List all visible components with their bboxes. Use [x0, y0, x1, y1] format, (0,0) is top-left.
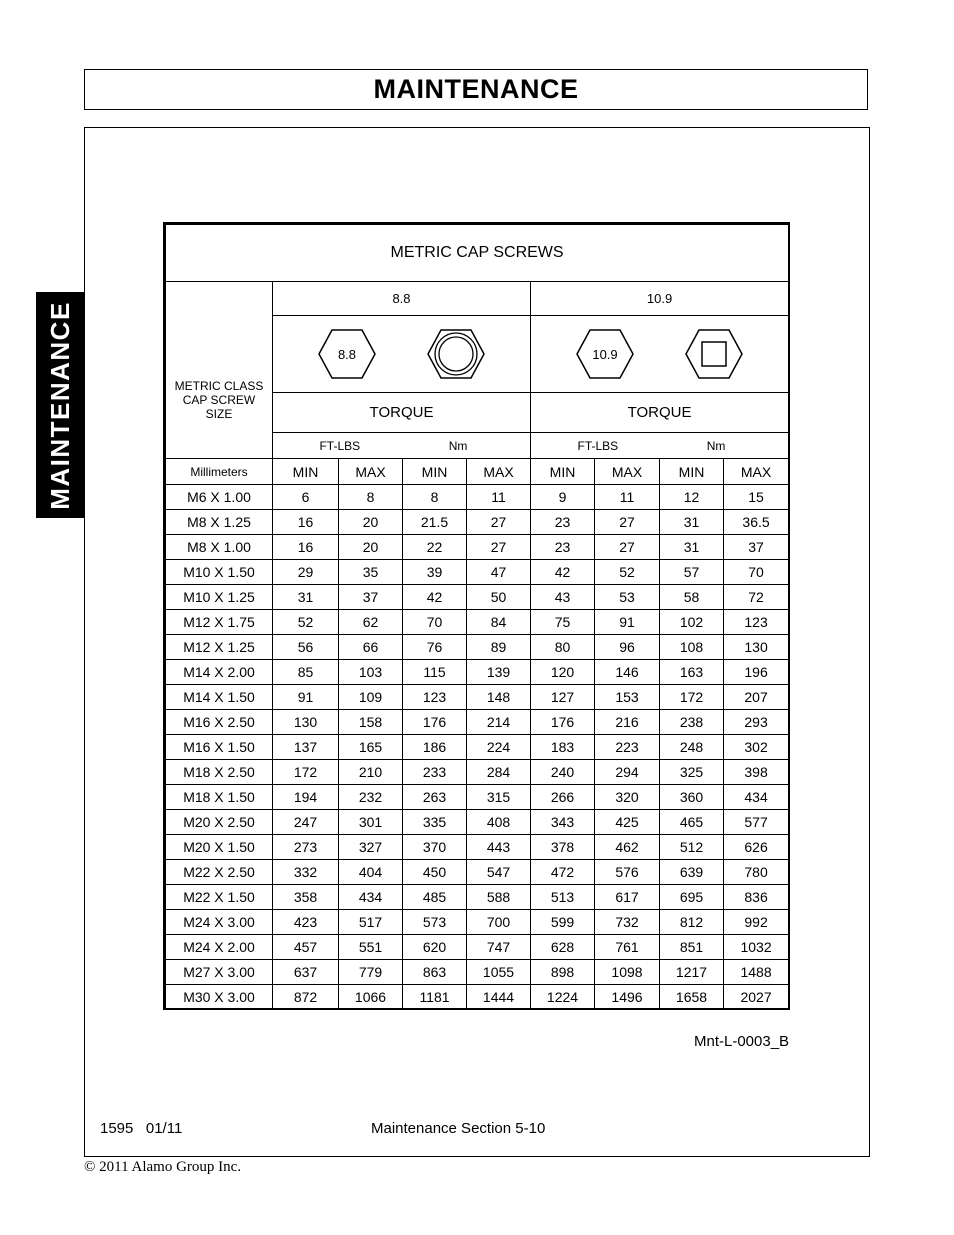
class-8-8-icon-text: 8.8 — [338, 347, 357, 362]
torque-value-cell: 404 — [339, 860, 403, 885]
torque-value-cell: 31 — [273, 585, 339, 610]
torque-value-cell: 700 — [467, 910, 531, 935]
torque-value-cell: 358 — [273, 885, 339, 910]
table-row — [166, 585, 789, 610]
table-row — [166, 510, 789, 535]
size-column-header: Millimeters — [166, 459, 273, 485]
hex-head-10-9-icon — [575, 327, 635, 381]
torque-value-cell: 266 — [531, 785, 595, 810]
torque-value-cell: 240 — [531, 760, 595, 785]
class-10-9-icons — [531, 316, 789, 393]
torque-value-cell: 1224 — [531, 985, 595, 1010]
torque-value-cell: 84 — [467, 610, 531, 635]
torque-value-cell: 1066 — [339, 985, 403, 1010]
torque-value-cell: 547 — [467, 860, 531, 885]
torque-value-cell: 872 — [273, 985, 339, 1010]
screw-size-cell: M10 X 1.25 — [166, 585, 273, 610]
torque-value-cell: 158 — [339, 710, 403, 735]
torque-value-cell: 8 — [403, 485, 467, 510]
torque-value-cell: 836 — [724, 885, 789, 910]
table-row — [166, 710, 789, 735]
screw-size-cell: M16 X 1.50 — [166, 735, 273, 760]
torque-value-cell: 2027 — [724, 985, 789, 1010]
torque-value-cell: 779 — [339, 960, 403, 985]
hex-head-8-8-icon — [317, 327, 377, 381]
screw-size-cell: M24 X 3.00 — [166, 910, 273, 935]
torque-value-cell: 214 — [467, 710, 531, 735]
torque-value-cell: 992 — [724, 910, 789, 935]
torque-value-cell: 378 — [531, 835, 595, 860]
torque-value-cell: 50 — [467, 585, 531, 610]
torque-value-cell: 450 — [403, 860, 467, 885]
screw-size-cell: M14 X 1.50 — [166, 685, 273, 710]
torque-value-cell: 37 — [724, 535, 789, 560]
torque-value-cell: 851 — [660, 935, 724, 960]
torque-value-cell: 398 — [724, 760, 789, 785]
section-side-tab — [36, 292, 85, 518]
torque-value-cell: 224 — [467, 735, 531, 760]
torque-value-cell: 232 — [339, 785, 403, 810]
torque-value-cell: 11 — [595, 485, 660, 510]
torque-value-cell: 102 — [660, 610, 724, 635]
torque-value-cell: 301 — [339, 810, 403, 835]
figure-reference: Mnt-L-0003_B — [694, 1033, 790, 1050]
unit-nm-8-8: Nm — [448, 438, 468, 453]
torque-value-cell: 1217 — [660, 960, 724, 985]
table-row — [166, 735, 789, 760]
torque-value-cell: 35 — [339, 560, 403, 585]
class-10-9-icon-text: 10.9 — [592, 347, 618, 362]
torque-value-cell: 130 — [724, 635, 789, 660]
torque-value-cell: 472 — [531, 860, 595, 885]
screw-size-cell: M12 X 1.75 — [166, 610, 273, 635]
torque-value-cell: 123 — [403, 685, 467, 710]
torque-value-cell: 443 — [467, 835, 531, 860]
table-row — [166, 610, 789, 635]
torque-value-cell: 320 — [595, 785, 660, 810]
screw-size-cell: M10 X 1.50 — [166, 560, 273, 585]
screw-size-cell: M22 X 2.50 — [166, 860, 273, 885]
torque-value-cell: 457 — [273, 935, 339, 960]
torque-value-cell: 512 — [660, 835, 724, 860]
table-row — [166, 635, 789, 660]
page-header — [84, 69, 868, 110]
col-header: MAX — [724, 459, 789, 485]
size-label: METRIC CLASS CAP SCREW SIZE — [174, 379, 264, 421]
torque-value-cell: 109 — [339, 685, 403, 710]
torque-value-cell: 47 — [467, 560, 531, 585]
torque-value-cell: 1658 — [660, 985, 724, 1010]
screw-size-cell: M8 X 1.25 — [166, 510, 273, 535]
torque-value-cell: 12 — [660, 485, 724, 510]
torque-value-cell: 53 — [595, 585, 660, 610]
screw-size-cell: M12 X 1.25 — [166, 635, 273, 660]
unit-ftlbs-10-9: FT-LBS — [577, 438, 619, 453]
class-8-8-header: 8.8 — [273, 282, 531, 316]
table-row — [166, 785, 789, 810]
torque-value-cell: 27 — [467, 510, 531, 535]
table-row — [166, 535, 789, 560]
torque-value-cell: 75 — [531, 610, 595, 635]
torque-value-cell: 176 — [531, 710, 595, 735]
torque-value-cell: 23 — [531, 535, 595, 560]
hex-head-square-icon — [684, 327, 744, 381]
torque-value-cell: 216 — [595, 710, 660, 735]
torque-value-cell: 76 — [403, 635, 467, 660]
torque-value-cell: 293 — [724, 710, 789, 735]
torque-value-cell: 23 — [531, 510, 595, 535]
torque-value-cell: 1181 — [403, 985, 467, 1010]
torque-value-cell: 302 — [724, 735, 789, 760]
torque-value-cell: 62 — [339, 610, 403, 635]
torque-value-cell: 434 — [724, 785, 789, 810]
hex-head-circle-icon — [426, 327, 486, 381]
torque-value-cell: 588 — [467, 885, 531, 910]
torque-value-cell: 137 — [273, 735, 339, 760]
torque-value-cell: 425 — [595, 810, 660, 835]
table-title: METRIC CAP SCREWS — [166, 225, 789, 282]
table-row — [166, 835, 789, 860]
torque-value-cell: 284 — [467, 760, 531, 785]
torque-value-cell: 747 — [467, 935, 531, 960]
screw-size-cell: M30 X 3.00 — [166, 985, 273, 1010]
torque-value-cell: 196 — [724, 660, 789, 685]
torque-value-cell: 1444 — [467, 985, 531, 1010]
screw-size-cell: M24 X 2.00 — [166, 935, 273, 960]
torque-value-cell: 27 — [467, 535, 531, 560]
units-8-8 — [273, 433, 531, 459]
torque-value-cell: 8 — [339, 485, 403, 510]
table-row — [166, 935, 789, 960]
col-header: MIN — [660, 459, 724, 485]
torque-value-cell: 16 — [273, 535, 339, 560]
torque-value-cell: 123 — [724, 610, 789, 635]
torque-value-cell: 863 — [403, 960, 467, 985]
col-header: MAX — [467, 459, 531, 485]
torque-value-cell: 85 — [273, 660, 339, 685]
torque-value-cell: 1496 — [595, 985, 660, 1010]
torque-value-cell: 695 — [660, 885, 724, 910]
torque-value-cell: 617 — [595, 885, 660, 910]
torque-value-cell: 812 — [660, 910, 724, 935]
torque-value-cell: 16 — [273, 510, 339, 535]
torque-value-cell: 248 — [660, 735, 724, 760]
torque-value-cell: 115 — [403, 660, 467, 685]
torque-value-cell: 207 — [724, 685, 789, 710]
torque-value-cell: 637 — [273, 960, 339, 985]
torque-value-cell: 273 — [273, 835, 339, 860]
torque-value-cell: 732 — [595, 910, 660, 935]
torque-value-cell: 153 — [595, 685, 660, 710]
table-row — [166, 910, 789, 935]
table-row — [166, 985, 789, 1010]
size-label-cell — [166, 282, 273, 459]
screw-size-cell: M22 X 1.50 — [166, 885, 273, 910]
torque-value-cell: 485 — [403, 885, 467, 910]
torque-value-cell: 57 — [660, 560, 724, 585]
torque-value-cell: 9 — [531, 485, 595, 510]
unit-nm-10-9: Nm — [706, 438, 726, 453]
col-header: MAX — [339, 459, 403, 485]
torque-value-cell: 315 — [467, 785, 531, 810]
torque-value-cell: 513 — [531, 885, 595, 910]
torque-value-cell: 517 — [339, 910, 403, 935]
units-10-9 — [531, 433, 789, 459]
torque-value-cell: 103 — [339, 660, 403, 685]
torque-value-cell: 27 — [595, 535, 660, 560]
torque-value-cell: 96 — [595, 635, 660, 660]
torque-value-cell: 1055 — [467, 960, 531, 985]
table-row — [166, 885, 789, 910]
torque-value-cell: 58 — [660, 585, 724, 610]
table-row — [166, 560, 789, 585]
torque-value-cell: 335 — [403, 810, 467, 835]
torque-value-cell: 91 — [595, 610, 660, 635]
torque-value-cell: 325 — [660, 760, 724, 785]
torque-chart — [163, 222, 790, 1010]
torque-value-cell: 577 — [724, 810, 789, 835]
torque-value-cell: 89 — [467, 635, 531, 660]
table-row — [166, 760, 789, 785]
torque-value-cell: 247 — [273, 810, 339, 835]
torque-value-cell: 70 — [724, 560, 789, 585]
screw-size-cell: M18 X 1.50 — [166, 785, 273, 810]
torque-value-cell: 66 — [339, 635, 403, 660]
torque-value-cell: 172 — [660, 685, 724, 710]
torque-8-8-header: TORQUE — [273, 393, 531, 433]
screw-size-cell: M20 X 1.50 — [166, 835, 273, 860]
screw-size-cell: M8 X 1.00 — [166, 535, 273, 560]
torque-value-cell: 29 — [273, 560, 339, 585]
torque-value-cell: 37 — [339, 585, 403, 610]
class-10-9-header: 10.9 — [531, 282, 789, 316]
torque-value-cell: 780 — [724, 860, 789, 885]
table-row — [166, 485, 789, 510]
torque-value-cell: 898 — [531, 960, 595, 985]
torque-value-cell: 31 — [660, 535, 724, 560]
torque-10-9-header: TORQUE — [531, 393, 789, 433]
torque-value-cell: 551 — [339, 935, 403, 960]
table-row — [166, 960, 789, 985]
torque-value-cell: 27 — [595, 510, 660, 535]
torque-value-cell: 127 — [531, 685, 595, 710]
torque-value-cell: 165 — [339, 735, 403, 760]
page-title: MAINTENANCE — [373, 74, 579, 104]
torque-value-cell: 620 — [403, 935, 467, 960]
torque-value-cell: 91 — [273, 685, 339, 710]
torque-value-cell: 626 — [724, 835, 789, 860]
table-row — [166, 685, 789, 710]
torque-value-cell: 72 — [724, 585, 789, 610]
torque-value-cell: 42 — [531, 560, 595, 585]
torque-value-cell: 6 — [273, 485, 339, 510]
torque-value-cell: 130 — [273, 710, 339, 735]
torque-value-cell: 42 — [403, 585, 467, 610]
torque-value-cell: 423 — [273, 910, 339, 935]
torque-value-cell: 1488 — [724, 960, 789, 985]
torque-value-cell: 360 — [660, 785, 724, 810]
col-header: MIN — [403, 459, 467, 485]
torque-value-cell: 52 — [595, 560, 660, 585]
col-header: MIN — [273, 459, 339, 485]
torque-value-cell: 70 — [403, 610, 467, 635]
torque-value-cell: 43 — [531, 585, 595, 610]
screw-size-cell: M27 X 3.00 — [166, 960, 273, 985]
torque-value-cell: 576 — [595, 860, 660, 885]
torque-value-cell: 39 — [403, 560, 467, 585]
torque-value-cell: 761 — [595, 935, 660, 960]
torque-value-cell: 233 — [403, 760, 467, 785]
torque-value-cell: 408 — [467, 810, 531, 835]
table-row — [166, 660, 789, 685]
footer-copyright: © 2011 Alamo Group Inc. — [84, 1159, 242, 1175]
class-8-8-icons — [273, 316, 531, 393]
torque-value-cell: 139 — [467, 660, 531, 685]
table-body — [166, 485, 789, 1010]
torque-value-cell: 20 — [339, 510, 403, 535]
screw-size-cell: M14 X 2.00 — [166, 660, 273, 685]
torque-value-cell: 15 — [724, 485, 789, 510]
torque-value-cell: 639 — [660, 860, 724, 885]
torque-value-cell: 238 — [660, 710, 724, 735]
torque-value-cell: 108 — [660, 635, 724, 660]
screw-size-cell: M18 X 2.50 — [166, 760, 273, 785]
torque-value-cell: 120 — [531, 660, 595, 685]
torque-value-cell: 146 — [595, 660, 660, 685]
torque-value-cell: 163 — [660, 660, 724, 685]
screw-size-cell: M20 X 2.50 — [166, 810, 273, 835]
torque-value-cell: 31 — [660, 510, 724, 535]
screw-size-cell: M6 X 1.00 — [166, 485, 273, 510]
torque-value-cell: 183 — [531, 735, 595, 760]
torque-value-cell: 628 — [531, 935, 595, 960]
torque-value-cell: 22 — [403, 535, 467, 560]
col-header: MAX — [595, 459, 660, 485]
torque-value-cell: 573 — [403, 910, 467, 935]
footer-doc-number: 1595 01/11 — [100, 1120, 183, 1137]
torque-value-cell: 11 — [467, 485, 531, 510]
torque-value-cell: 36.5 — [724, 510, 789, 535]
torque-value-cell: 176 — [403, 710, 467, 735]
torque-table — [165, 224, 789, 1010]
torque-value-cell: 465 — [660, 810, 724, 835]
torque-value-cell: 434 — [339, 885, 403, 910]
torque-value-cell: 56 — [273, 635, 339, 660]
unit-ftlbs-8-8: FT-LBS — [319, 438, 361, 453]
torque-value-cell: 462 — [595, 835, 660, 860]
torque-value-cell: 263 — [403, 785, 467, 810]
side-tab-label: MAINTENANCE — [45, 300, 76, 510]
torque-value-cell: 223 — [595, 735, 660, 760]
torque-value-cell: 186 — [403, 735, 467, 760]
torque-value-cell: 52 — [273, 610, 339, 635]
torque-value-cell: 370 — [403, 835, 467, 860]
table-row — [166, 860, 789, 885]
torque-value-cell: 343 — [531, 810, 595, 835]
torque-value-cell: 210 — [339, 760, 403, 785]
torque-value-cell: 80 — [531, 635, 595, 660]
torque-value-cell: 332 — [273, 860, 339, 885]
torque-value-cell: 1098 — [595, 960, 660, 985]
torque-value-cell: 327 — [339, 835, 403, 860]
table-row — [166, 810, 789, 835]
screw-size-cell: M16 X 2.50 — [166, 710, 273, 735]
torque-value-cell: 148 — [467, 685, 531, 710]
torque-value-cell: 294 — [595, 760, 660, 785]
torque-value-cell: 599 — [531, 910, 595, 935]
torque-value-cell: 1032 — [724, 935, 789, 960]
torque-value-cell: 20 — [339, 535, 403, 560]
torque-value-cell: 172 — [273, 760, 339, 785]
torque-value-cell: 21.5 — [403, 510, 467, 535]
torque-value-cell: 194 — [273, 785, 339, 810]
col-header: MIN — [531, 459, 595, 485]
footer-section: Maintenance Section 5-10 — [371, 1120, 546, 1137]
